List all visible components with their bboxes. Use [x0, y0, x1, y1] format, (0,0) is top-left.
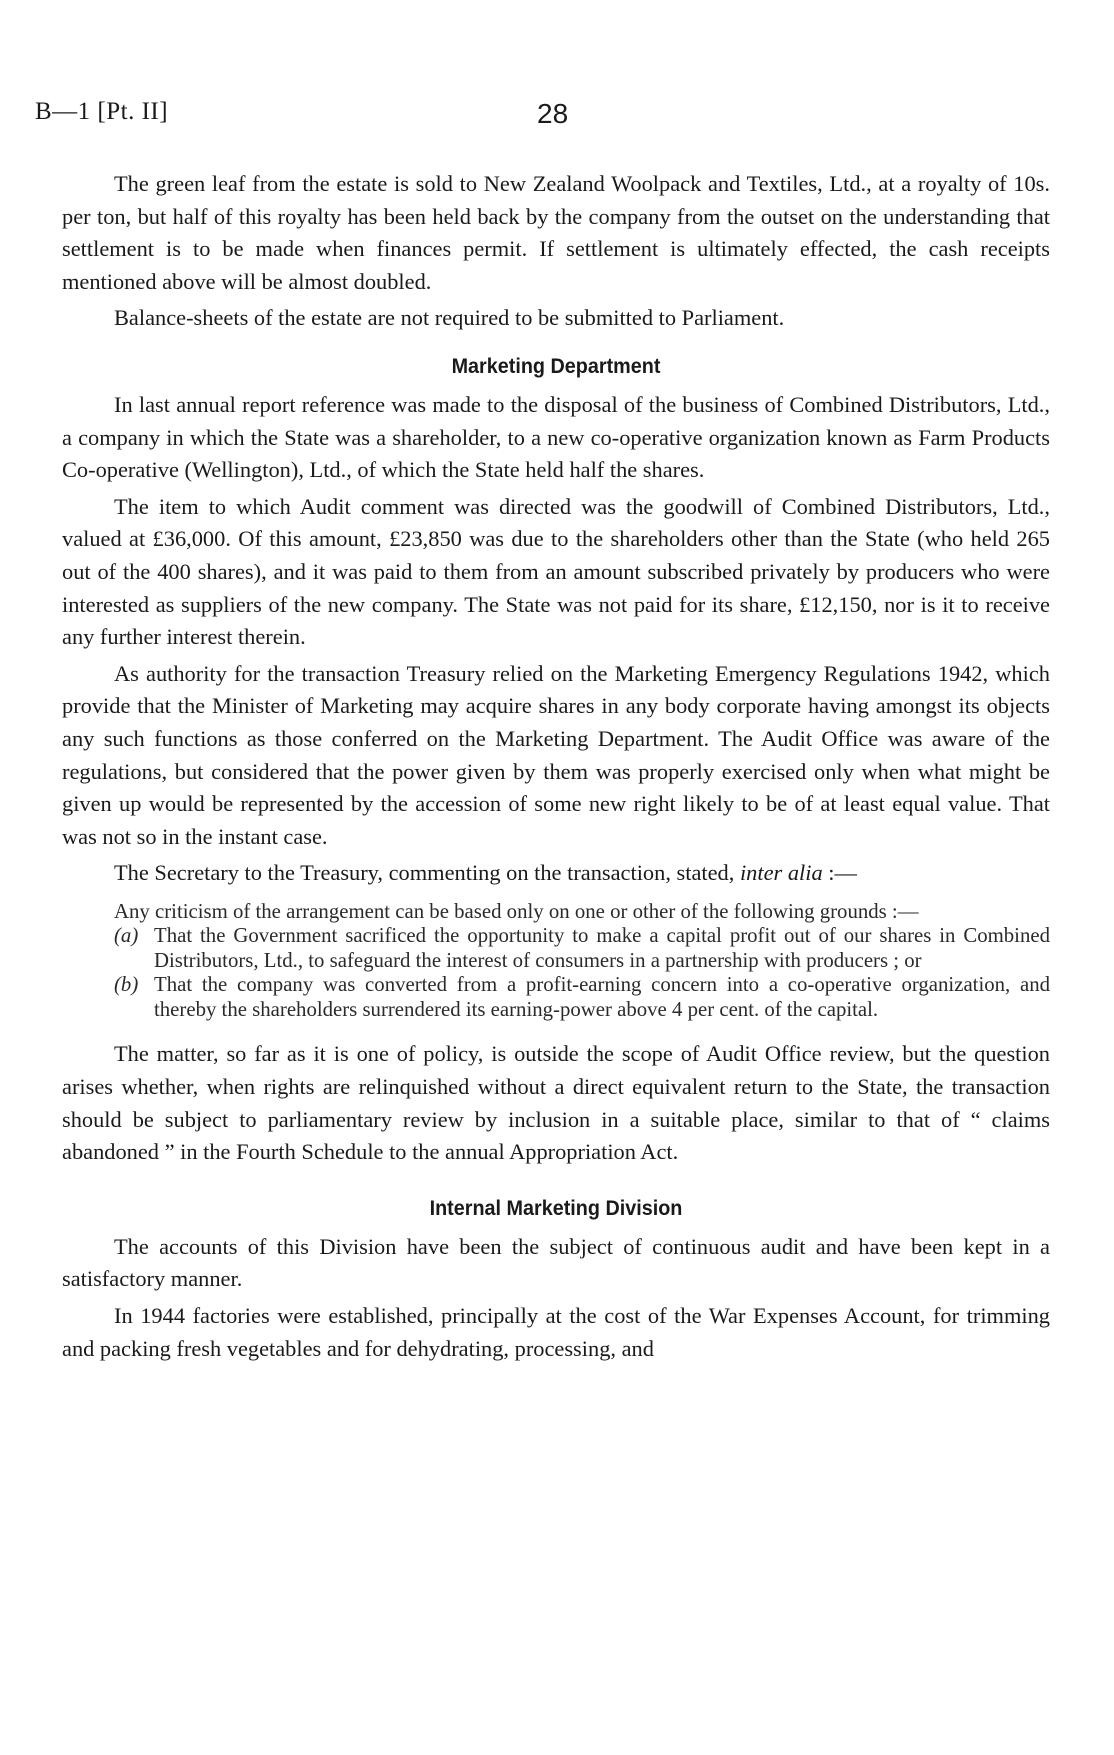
clause-marker: (a)	[114, 924, 139, 948]
paragraph-green-leaf: The green leaf from the estate is sold to New Zealand Woolpack and Textiles, Ltd., at a royalty of 10s. per ton, but half of this royalty has been held back by the company from the outset on the understanding that settlement is to be made when finances permit. If settlement is ultimately effected, the cash receipts mentioned above will be almost doubled.	[62, 171, 1050, 294]
page-header	[35, 98, 1045, 138]
page-number: 28	[537, 98, 569, 129]
quote-clause-b	[114, 973, 1050, 1022]
body-text	[62, 168, 1050, 1365]
clause-marker: (b)	[114, 973, 139, 997]
paragraph-factories: In 1944 factories were established, principally at the cost of the War Expenses Account, for trimming and packing fresh vegetables and for dehydrating, processing, and	[62, 1302, 1050, 1361]
secretary-tail: :—	[822, 860, 857, 886]
paragraph-secretary	[62, 857, 1050, 890]
quote-intro: Any criticism of the arrangement can be based only on one or other of the following grounds :—	[114, 899, 919, 923]
paragraph-goodwill: The item to which Audit comment was directed was the goodwill of Combined Distributors, Ltd., valued at £36,000. Of this amount, £23,850 was due to the shareholders other than the State (who held 265 out of the 400 shares), and it was paid to them from an amount subscribed privately by producers who were interested as suppliers of the new company. The State was not paid for its share, £12,150, nor is it to receive any further interest therein.	[62, 493, 1050, 650]
secretary-lead: The Secretary to the Treasury, commenting on the transaction, stated,	[114, 860, 740, 886]
paragraph-authority: As authority for the transaction Treasury relied on the Marketing Emergency Regulations 1942, which provide that the Minister of Marketing may acquire shares in any body corporate having amongst its objects any such functions as those conferred on the Marketing Department. The Audit Office was aware of the regulations, but considered that the power given by them was properly exercised only when what might be given up would be represented by the accession of some new right likely to be of at least equal value. That was not so in the instant case.	[62, 660, 1050, 849]
paragraph-balance-sheets: Balance-sheets of the estate are not required to be submitted to Parliament.	[114, 305, 785, 331]
secretary-italic: inter alia	[739, 860, 823, 886]
quote-clause-a	[114, 924, 1050, 973]
clause-text: That the company was converted from a profit-earning concern into a co-operative organization, and thereby the shareholders surrendered its earning-power above 4 per cent. of the capital.	[154, 973, 1050, 1021]
section-heading-internal-marketing-division: Internal Marketing Division	[429, 1195, 683, 1220]
clause-text: That the Government sacrificed the opportunity to make a capital profit out of our shares in Combined Distributors, Ltd., to safeguard the interest of consumers in a partnership with producers ; or	[154, 924, 1050, 972]
document-reference: B—1 [Pt. II]	[35, 98, 169, 125]
quoted-statement	[62, 900, 1050, 1023]
paragraph-accounts: The accounts of this Division have been the subject of continuous audit and have been kept in a satisfactory manner.	[62, 1233, 1050, 1292]
section-heading-marketing-department: Marketing Department	[451, 353, 661, 378]
paragraph-policy: The matter, so far as it is one of policy, is outside the scope of Audit Office review, but the question arises whether, when rights are relinquished without a direct equivalent return to the State, the transaction should be subject to parliamentary review by inclusion in a suitable place, similar to that of “ claims abandoned ” in the Fourth Schedule to the annual Appropriation Act.	[62, 1041, 1050, 1165]
paragraph-disposal: In last annual report reference was made to the disposal of the business of Combined Distributors, Ltd., a company in which the State was a shareholder, to a new co-operative organization known as Farm Products Co-operative (Wellington), Ltd., of which the State held half the shares.	[62, 391, 1050, 483]
